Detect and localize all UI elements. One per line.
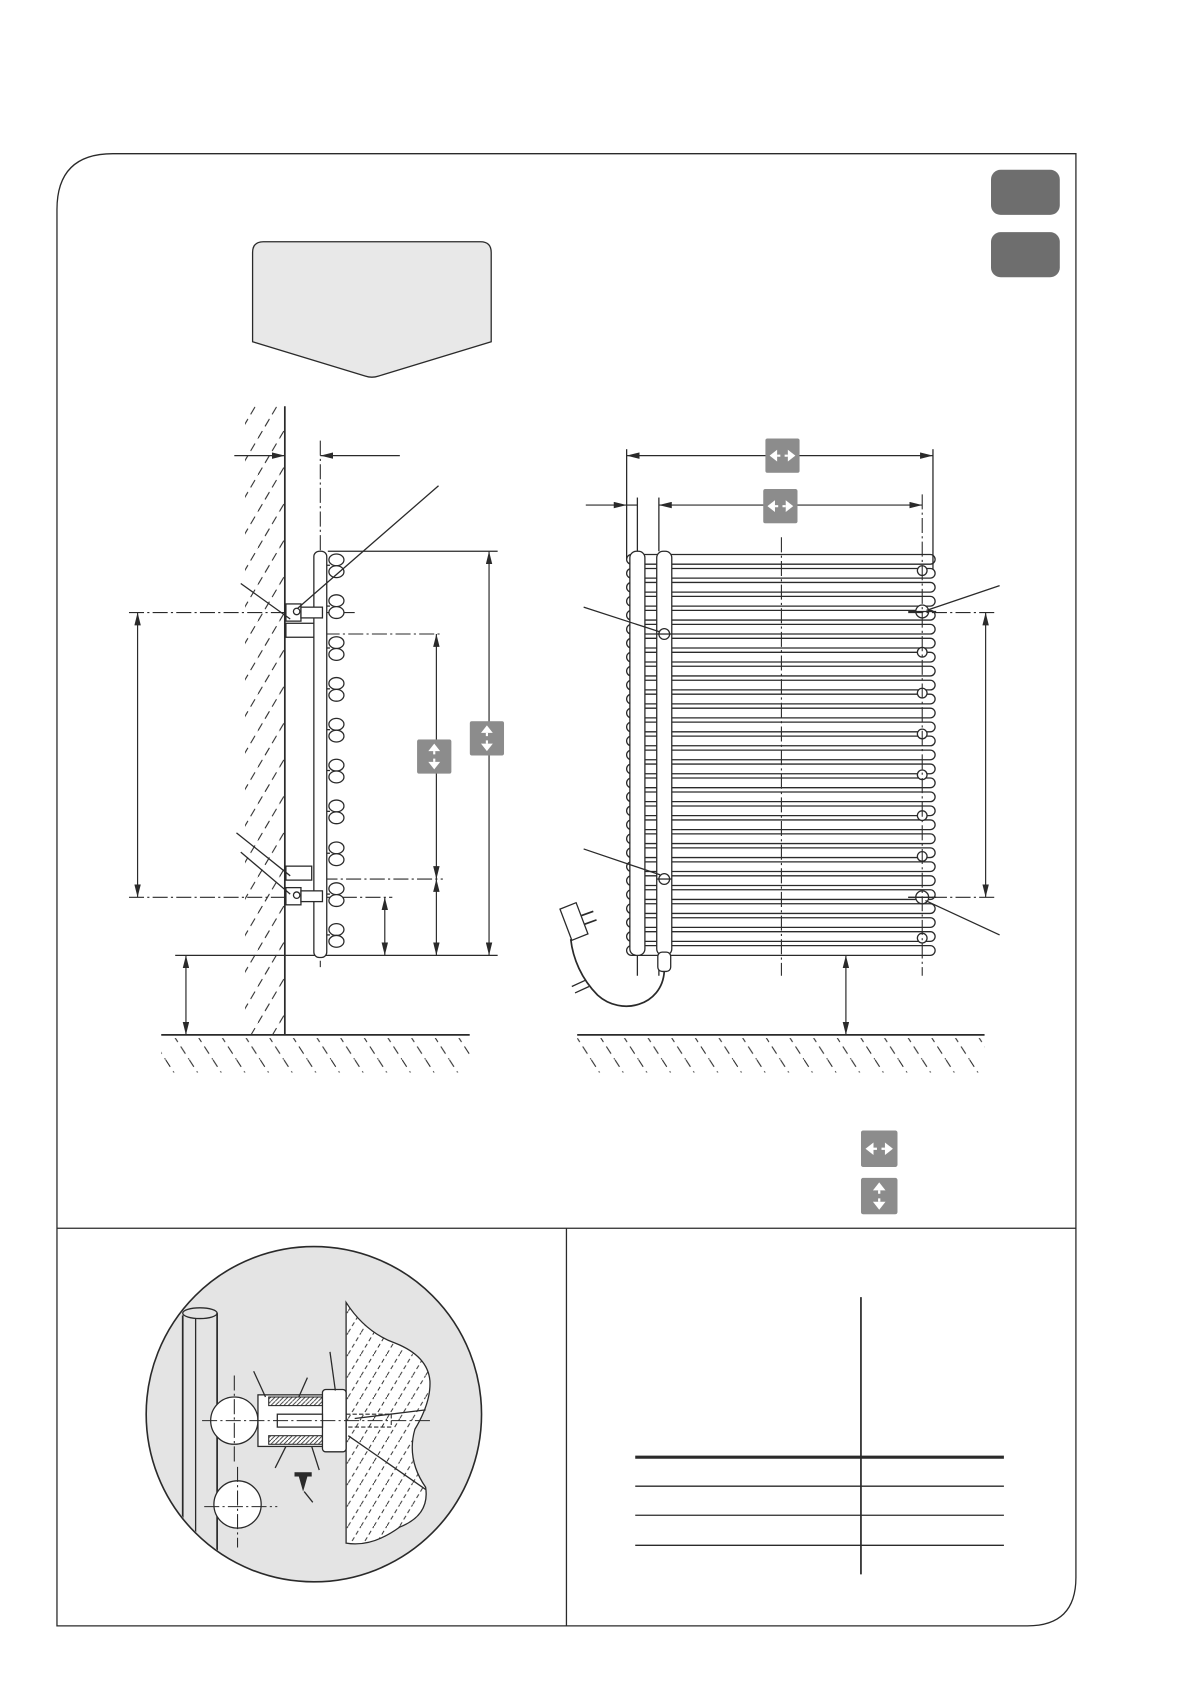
bar-section-lower <box>329 935 344 947</box>
leader-line <box>927 586 1000 611</box>
bar-section-upper <box>329 883 344 895</box>
bar-section-lower <box>329 895 344 907</box>
height-arrows-icon <box>861 1178 898 1215</box>
bar-section-upper <box>329 678 344 690</box>
height-arrows-icon <box>417 739 451 773</box>
section-tab-marker <box>991 232 1060 277</box>
dimension-legend <box>861 1130 898 1214</box>
leader-line <box>925 901 999 935</box>
bracket-clamp <box>286 623 314 637</box>
front-view-drawing <box>560 438 1000 1072</box>
bar-section-upper <box>329 800 344 812</box>
bar-section-upper <box>329 637 344 649</box>
cable-break-mark <box>575 986 589 992</box>
bar-section-upper <box>329 842 344 854</box>
caption-shield <box>253 242 492 377</box>
plug-prong <box>581 911 593 915</box>
bracket-screw <box>293 892 299 898</box>
cable-break-mark <box>572 980 586 986</box>
bracket-detail-view <box>146 1247 481 1591</box>
bar-section-lower <box>329 607 344 619</box>
bar-section-upper <box>329 924 344 936</box>
side-bar-sections <box>326 554 344 947</box>
heating-element-head <box>658 952 671 971</box>
bracket-arm <box>301 607 322 618</box>
power-plug-icon <box>560 903 588 941</box>
bracket-arm <box>301 891 322 902</box>
bracket-clamp <box>286 866 312 880</box>
bracket-screw <box>293 608 299 614</box>
width-arrows-icon <box>861 1130 898 1167</box>
bar-section-lower <box>329 812 344 824</box>
right-collector-tube <box>657 551 672 955</box>
bar-section-upper <box>329 759 344 771</box>
section-tab-marker <box>991 170 1060 215</box>
bar-section-lower <box>329 689 344 701</box>
bar-section-upper <box>329 554 344 566</box>
bar-section-lower <box>329 730 344 742</box>
plug-prong <box>585 920 597 924</box>
floor-hatch <box>577 1038 984 1072</box>
wall-hatch <box>245 406 285 1035</box>
left-collector-tube <box>630 551 645 955</box>
side-view-drawing <box>129 406 504 1072</box>
specification-table-grid <box>635 1297 1004 1574</box>
width-arrows-icon <box>763 489 797 523</box>
bar-section-lower <box>329 649 344 661</box>
bar-section-lower <box>329 854 344 866</box>
bar-section-lower <box>329 771 344 783</box>
bar-section-lower <box>329 566 344 578</box>
bar-section-upper <box>329 595 344 607</box>
bracket-sleeve-top <box>269 1397 323 1406</box>
screw-head <box>295 1472 312 1476</box>
bar-section-upper <box>329 718 344 730</box>
leader-line <box>298 486 439 609</box>
bracket-sleeve-bottom <box>269 1436 323 1445</box>
width-arrows-icon <box>765 438 799 472</box>
section-tabs <box>991 170 1060 277</box>
height-arrows-icon <box>470 721 504 755</box>
floor-hatch <box>161 1038 469 1072</box>
